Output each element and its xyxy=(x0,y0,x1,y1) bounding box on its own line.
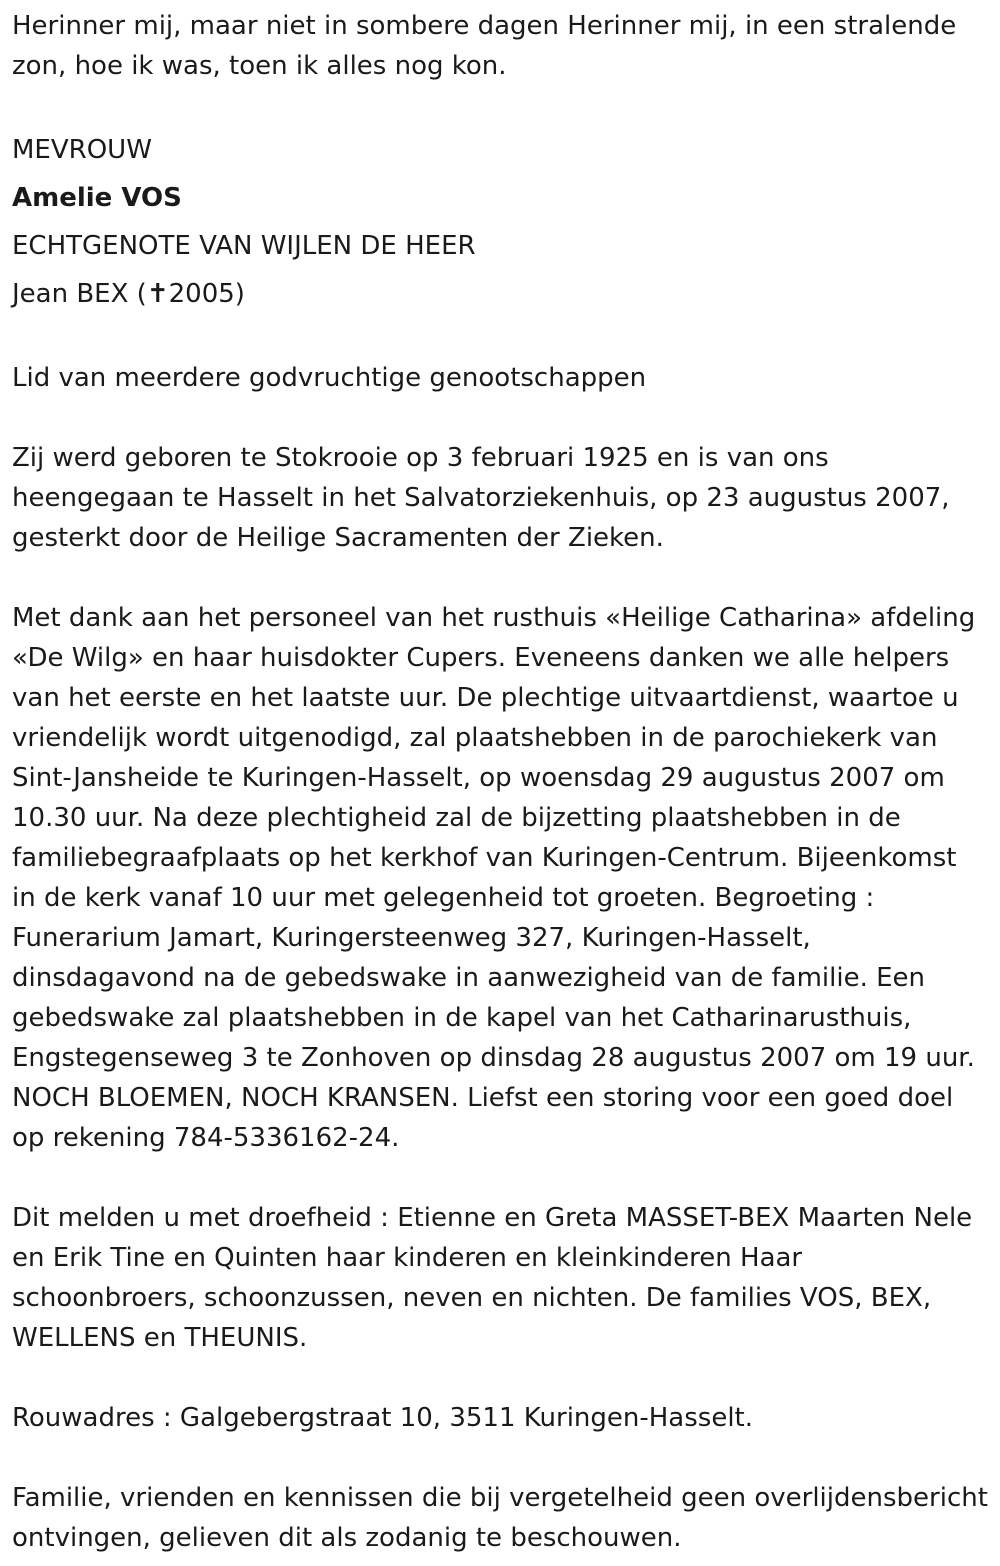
memorial-poem: Herinner mij, maar niet in sombere dagen Herinner mij, in een stralende zon, hoe ik was, toen ik alles nog kon. xyxy=(12,11,957,81)
spacer xyxy=(12,398,988,438)
spouse-title: ECHTGENOTE VAN WIJLEN DE HEER xyxy=(12,231,476,261)
closing-note: Familie, vrienden en kennissen die bij vergetelheid geen overlijdensbericht ontvingen, gelieven dit als zodanig te beschouwen. xyxy=(12,1483,988,1553)
spacer xyxy=(12,1158,988,1198)
family-announcement: Dit melden u met droefheid : Etienne en Greta MASSET-BEX Maarten Nele en Erik Tine en Quinten haar kinderen en kleinkinderen Haar schoonbroers, schoonzussen, neven en nichten. De families VOS, BEX, WELLENS en THEUNIS. xyxy=(12,1203,973,1353)
membership-text: Lid van meerdere godvruchtige genootschappen xyxy=(12,363,647,393)
birth-death-paragraph: Zij werd geboren te Stokrooie op 3 februari 1925 en is van ons heengegaan te Hasselt in het Salvatorziekenhuis, op 23 augustus 2007, gesterkt door de Heilige Sacramenten der Zieken. xyxy=(12,443,950,553)
spacer xyxy=(12,1438,988,1478)
deceased-name: Amelie VOS xyxy=(12,183,182,213)
spacer xyxy=(12,318,988,358)
spacer xyxy=(12,558,988,598)
spacer xyxy=(12,1358,988,1398)
funeral-service-paragraph: Met dank aan het personeel van het rusthuis «Heilige Catharina» afdeling «De Wilg» en haar huisdokter Cupers. Eveneens danken we alle helpers van het eerste en het laatste uur. De plechtige uitvaartdienst, waartoe u vriendelijk wordt uitgenodigd, zal plaatshebben in de parochiekerk van Sint-Jansheide te Kuringen-Hasselt, op woensdag 29 augustus 2007 om 10.30 uur. Na deze plechtigheid zal de bijzetting plaatshebben in de familiebegraafplaats op het kerkhof van Kuringen-Centrum. Bijeenkomst in de kerk vanaf 10 uur met gelegenheid tot groeten. Begroeting : Funerarium Jamart, Kuringersteenweg 327, Kuringen-Hasselt, dinsdagavond na de gebedswake in aanwezigheid van de familie. Een gebedswake zal plaatshebben in de kapel van het Catharinarusthuis, Engstegenseweg 3 te Zonhoven op dinsdag 28 augustus 2007 om 19 uur. NOCH BLOEMEN, NOCH KRANSEN. Liefst een storing voor een goed doel op rekening 784-5336162-24. xyxy=(12,603,976,1153)
mourning-address: Rouwadres : Galgebergstraat 10, 3511 Kuringen-Hasselt. xyxy=(12,1403,754,1433)
honorific-title: MEVROUW xyxy=(12,135,152,165)
spouse-name: Jean BEX (✝2005) xyxy=(12,279,245,309)
spacer xyxy=(12,86,988,126)
